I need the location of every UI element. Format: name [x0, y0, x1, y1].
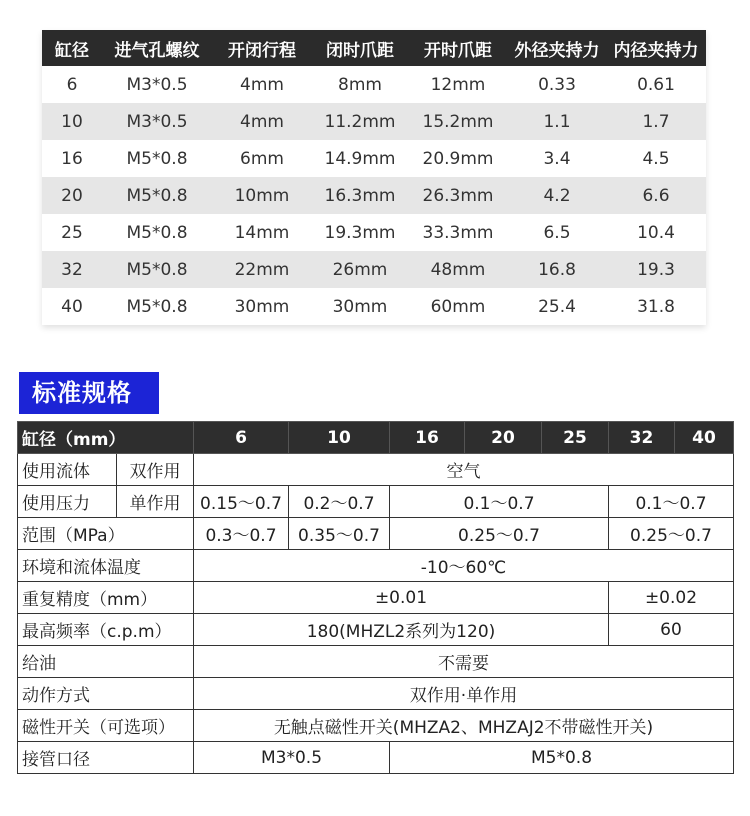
bore-16: 16 [390, 422, 465, 454]
table-cell: 14mm [212, 214, 312, 251]
table-cell: 4mm [212, 103, 312, 140]
bore-40: 40 [675, 422, 734, 454]
switch-row [18, 710, 734, 742]
dimension-table [42, 30, 706, 325]
table-cell: 22mm [212, 251, 312, 288]
table-cell: 16 [42, 140, 102, 177]
frequency-row [18, 614, 734, 646]
table-cell: M3*0.5 [102, 66, 212, 103]
lubrication-row [18, 646, 734, 678]
table-cell: M5*0.8 [102, 140, 212, 177]
pressure-single-label: 单作用 [117, 486, 194, 518]
table-cell: M3*0.5 [102, 103, 212, 140]
col-closed-width: 闭时爪距 [312, 30, 408, 66]
table-cell: M5*0.8 [102, 288, 212, 325]
temperature-label: 环境和流体温度 [18, 550, 194, 582]
table-row [42, 214, 706, 251]
lubrication-value: 不需要 [194, 646, 734, 678]
table-cell: 30mm [212, 288, 312, 325]
fluid-value: 空气 [194, 454, 734, 486]
temperature-row [18, 550, 734, 582]
pressure-single-32-40: 0.1～0.7 [609, 486, 734, 518]
pressure-single-row [18, 486, 734, 518]
pressure-single-6: 0.15～0.7 [194, 486, 289, 518]
table-cell: 25.4 [508, 288, 606, 325]
col-inner-force: 内径夹持力 [606, 30, 706, 66]
table-cell: 4.2 [508, 177, 606, 214]
pressure-range-label: 范围（MPa） [18, 518, 194, 550]
repeatability-row [18, 582, 734, 614]
lubrication-label: 给油 [18, 646, 194, 678]
action-label: 动作方式 [18, 678, 194, 710]
table-cell: M5*0.8 [102, 177, 212, 214]
table-row [42, 140, 706, 177]
table-cell: 1.1 [508, 103, 606, 140]
col-outer-force: 外径夹持力 [508, 30, 606, 66]
spec-table [17, 421, 734, 774]
repeatability-label: 重复精度（mm） [18, 582, 194, 614]
table-row [42, 66, 706, 103]
table-cell: 19.3mm [312, 214, 408, 251]
table-cell: 26.3mm [408, 177, 508, 214]
table-cell: 8mm [312, 66, 408, 103]
table-cell: 4mm [212, 66, 312, 103]
col-port-thread: 进气孔螺纹 [102, 30, 212, 66]
table-cell: 20.9mm [408, 140, 508, 177]
table-cell: 14.9mm [312, 140, 408, 177]
switch-label: 磁性开关（可选项） [18, 710, 194, 742]
col-open-width: 开时爪距 [408, 30, 508, 66]
table-cell: 6 [42, 66, 102, 103]
table-cell: 19.3 [606, 251, 706, 288]
repeatability-small: ±0.01 [194, 582, 609, 614]
section-title: 标准规格 [19, 372, 159, 414]
table-cell: 40 [42, 288, 102, 325]
table-cell: 31.8 [606, 288, 706, 325]
table-cell: 32 [42, 251, 102, 288]
bore-32: 32 [609, 422, 675, 454]
pressure-label: 使用压力 [18, 486, 117, 518]
table-cell: 48mm [408, 251, 508, 288]
table-cell: 11.2mm [312, 103, 408, 140]
port-small: M3*0.5 [194, 742, 390, 774]
table-cell: 15.2mm [408, 103, 508, 140]
table-cell: 25 [42, 214, 102, 251]
bore-header-label: 缸径（mm） [18, 422, 194, 454]
pressure-double-6: 0.3～0.7 [194, 518, 289, 550]
table-cell: M5*0.8 [102, 214, 212, 251]
pressure-double-10: 0.35～0.7 [289, 518, 390, 550]
bore-6: 6 [194, 422, 289, 454]
pressure-double-32-40: 0.25～0.7 [609, 518, 734, 550]
dimension-header-row [42, 30, 706, 66]
switch-value: 无触点磁性开关(MHZA2、MHZAJ2不带磁性开关) [194, 710, 734, 742]
table-cell: 3.4 [508, 140, 606, 177]
table-cell: 16.3mm [312, 177, 408, 214]
frequency-small: 180(MHZL2系列为120) [194, 614, 609, 646]
table-cell: 12mm [408, 66, 508, 103]
table-cell: 16.8 [508, 251, 606, 288]
temperature-value: -10～60℃ [194, 550, 734, 582]
table-row [42, 288, 706, 325]
port-large: M5*0.8 [390, 742, 734, 774]
pressure-single-16-25: 0.1～0.7 [390, 486, 609, 518]
repeatability-large: ±0.02 [609, 582, 734, 614]
fluid-sub-label: 双作用 [117, 454, 194, 486]
port-row [18, 742, 734, 774]
bore-10: 10 [289, 422, 390, 454]
port-label: 接管口径 [18, 742, 194, 774]
table-cell: 30mm [312, 288, 408, 325]
pressure-single-10: 0.2～0.7 [289, 486, 390, 518]
action-value: 双作用·单作用 [194, 678, 734, 710]
pressure-range-row [18, 518, 734, 550]
bore-25: 25 [542, 422, 609, 454]
col-bore: 缸径 [42, 30, 102, 66]
bore-20: 20 [465, 422, 542, 454]
table-row [42, 177, 706, 214]
spec-header-row [18, 422, 734, 454]
table-cell: 0.33 [508, 66, 606, 103]
table-cell: 1.7 [606, 103, 706, 140]
table-cell: 6mm [212, 140, 312, 177]
table-cell: 33.3mm [408, 214, 508, 251]
table-cell: 0.61 [606, 66, 706, 103]
frequency-large: 60 [609, 614, 734, 646]
table-cell: 4.5 [606, 140, 706, 177]
pressure-double-16-25: 0.25～0.7 [390, 518, 609, 550]
table-cell: 6.5 [508, 214, 606, 251]
fluid-label: 使用流体 [18, 454, 117, 486]
table-cell: 60mm [408, 288, 508, 325]
col-stroke: 开闭行程 [212, 30, 312, 66]
table-cell: 10mm [212, 177, 312, 214]
table-cell: 26mm [312, 251, 408, 288]
fluid-row [18, 454, 734, 486]
table-cell: M5*0.8 [102, 251, 212, 288]
table-cell: 10 [42, 103, 102, 140]
table-row [42, 251, 706, 288]
table-cell: 10.4 [606, 214, 706, 251]
frequency-label: 最高频率（c.p.m） [18, 614, 194, 646]
action-row [18, 678, 734, 710]
table-cell: 6.6 [606, 177, 706, 214]
table-cell: 20 [42, 177, 102, 214]
table-row [42, 103, 706, 140]
